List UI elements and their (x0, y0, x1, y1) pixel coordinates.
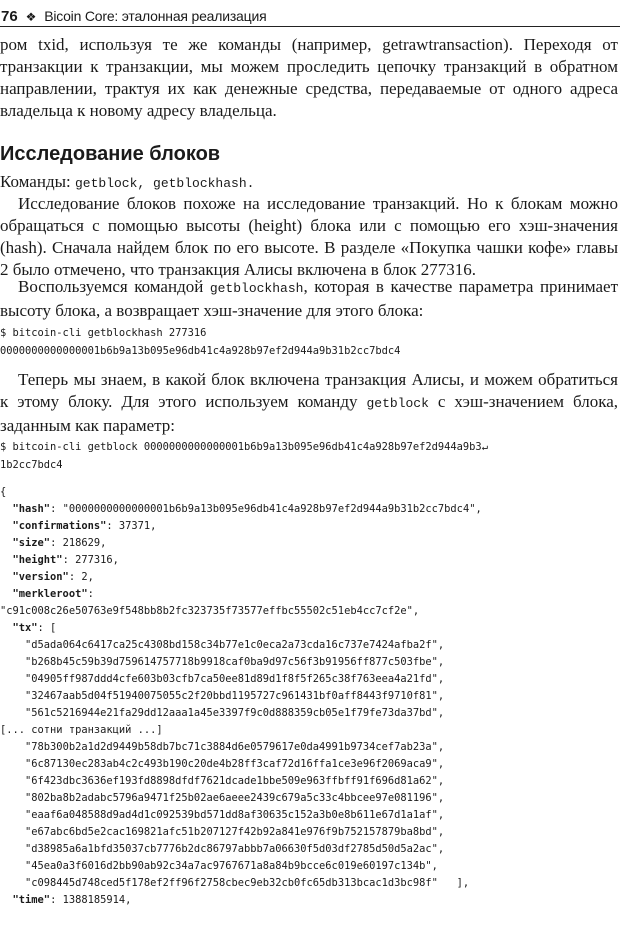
tx-hash-line (0, 877, 469, 890)
tx-hash: "6c87130ec283ab4c2c493b190c20de4b28ff3caf72d16ffa1ce3e96f2069aca9", (25, 758, 445, 770)
tx-hash-line (0, 758, 444, 771)
running-title: Bicoin Core: эталонная реализация (44, 8, 267, 24)
tx-hash-line (0, 639, 444, 652)
json-version-line (0, 571, 94, 584)
paragraph-3-command: getblock (366, 396, 429, 411)
json-time-line (0, 894, 131, 907)
tx-hash-line (0, 775, 444, 788)
commands-line (0, 171, 618, 195)
paragraph-2 (0, 276, 618, 322)
json-value: : 218629, (50, 537, 107, 549)
json-hash-line (0, 503, 482, 516)
json-confirmations-line (0, 520, 156, 533)
json-value: : 2, (68, 571, 94, 583)
json-height-line (0, 554, 119, 567)
tx-hash: "32467aab5d04f51940075055c2f20bbd1195727c961431bf0aff8443f9710f81", (25, 690, 445, 702)
commands-list: getblock, getblockhash. (75, 176, 255, 191)
diamond-icon: ❖ (25, 10, 37, 24)
section-heading: Исследование блоков (0, 143, 221, 165)
tx-hash: "e67abc6bd5e2cac169821afc51b207127f42b92a841e976f9b752157879ba8bd", (25, 826, 445, 838)
json-value: : 37371, (106, 520, 157, 532)
code-line: $ bitcoin-cli getblock 0000000000000001b6b9a13b095e96db41c4a928b97ef2d944a9b3↵ (0, 441, 488, 453)
json-ellipsis: [... сотни транзакций ...] (0, 724, 163, 736)
code-line: 0000000000000001b6b9a13b095e96db41c4a928b97ef2d944a9b31b2cc7bdc4 (0, 345, 401, 357)
paragraph-3-end: с хэш-значением блока, заданным как параметр: (0, 392, 618, 435)
tx-hash: "d38985a6a1bfd35037cb7776b2dc86797abbb7a06630f5d03df2785d50d5a2ac", (25, 843, 445, 855)
json-merkleroot-line (0, 588, 94, 601)
paragraph-2-start: Воспользуемся командой (18, 277, 210, 296)
tx-hash: "d5ada064c6417ca25c4308bd158c34b77e1c0eca2a73cda16c737e7424afba2f", (25, 639, 445, 651)
json-merkleroot-value: "c91c008c26e50763e9f548bb8b2fc323735f73577effbc55502c51eb4cc7cf2e", (0, 605, 420, 617)
tx-hash: "78b300b2a1d2d9449b58db7bc71c3884d6e0579617e0da4991b9734cef7ab23a", (25, 741, 445, 753)
tx-hash: "eaaf6a048588d9ad4d1c092539bd571dd8af30635c152a3b0e8b611e67d1a1af", (25, 809, 445, 821)
json-value: : 277316, (62, 554, 119, 566)
page-number: 76 (1, 8, 18, 25)
json-key: "hash" (12, 503, 51, 515)
json-value: : 1388185914, (50, 894, 132, 906)
json-key: "version" (12, 571, 69, 583)
json-value: : "0000000000000001b6b9a13b095e96db41c4a928b97ef2d944a9b31b2cc7bdc4", (50, 503, 482, 515)
tx-hash: "802ba8b2adabc5796a9471f25b02ae6aeee2439c679a5c33c4bbcee97e081196", (25, 792, 445, 804)
tx-hash-line (0, 843, 444, 856)
json-value: : (87, 588, 94, 600)
commands-label: Команды: (0, 172, 75, 191)
tx-hash-line (0, 809, 444, 822)
tx-hash-line (0, 673, 444, 686)
json-value: : [ (37, 622, 57, 634)
tx-hash: "04905ff987ddd4cfe603b03cfb7ca50ee81d89d1f8f5f265c38f763eea4a21fd", (25, 673, 445, 685)
json-size-line (0, 537, 106, 550)
tx-hash: "c098445d748ced5f178ef2ff96f2758cbec9eb32cb0fc65db313bcac1d3bc98f" ], (25, 877, 470, 889)
code-line: 1b2cc7bdc4 (0, 459, 63, 471)
tx-hash-line (0, 792, 444, 805)
json-key: "merkleroot" (12, 588, 88, 600)
paragraph-3 (0, 369, 618, 437)
json-key: "size" (12, 537, 51, 549)
json-tx-line (0, 622, 56, 635)
tx-hash: "6f423dbc3636ef193fd8898dfdf7621dcade1bbe509e963ffbff91f696d81a62", (25, 775, 445, 787)
tx-hash-line (0, 690, 444, 703)
tx-hash: "561c5216944e21fa29dd12aaa1a45e3397f9c0d888359cb05e1f79fe73da37bd", (25, 707, 445, 719)
tx-hash-line (0, 656, 444, 669)
paragraph-2-command: getblockhash (209, 281, 304, 296)
tx-hash: "45ea0a3f6016d2bb90ab92c34a7ac9767671a8a84b9bcce6c019e60197c134b", (25, 860, 438, 872)
paragraph-3-start: Теперь мы знаем, в какой блок включена транзакция Алисы, и можем обратиться к этому блоку. Для этого используем команду (0, 370, 618, 411)
json-key: "height" (12, 554, 63, 566)
intro-paragraph: ром txid, используя те же команды (например, getrawtransaction). Переходя от транзакции к транзакции, мы можем проследить цепочку транзакций в обратном направлении, трактуя их как денежные средства, передаваемые от одного адреса владельца к новому адресу владельца. (0, 35, 618, 120)
json-key: "tx" (12, 622, 38, 634)
tx-hash-line (0, 826, 444, 839)
tx-hash-line (0, 707, 444, 720)
json-open-brace: { (0, 486, 7, 498)
tx-hash-line (0, 741, 444, 754)
json-key: "confirmations" (12, 520, 107, 532)
code-line: $ bitcoin-cli getblockhash 277316 (0, 327, 207, 339)
json-key: "time" (12, 894, 51, 906)
tx-hash-line (0, 860, 438, 873)
paragraph-2-end: , которая в качестве параметра принимает высоту блока, а возвращает хэш-значение для этого блока: (0, 277, 619, 320)
tx-hash: "b268b45c59b39d759614757718b9918caf0ba9d97c56f3b91956ff877c503fbe", (25, 656, 445, 668)
paragraph-1: Исследование блоков похоже на исследование транзакций. Но к блокам можно обращаться с помощью высоты (height) блока или с помощью его хэш-значения (hash). Сначала найдем блок по его высоте. В разделе «Покупка чашки кофе» главы 2 было отмечено, что транзакция Алисы включена в блок 277316. (0, 194, 618, 279)
running-header (0, 6, 620, 27)
